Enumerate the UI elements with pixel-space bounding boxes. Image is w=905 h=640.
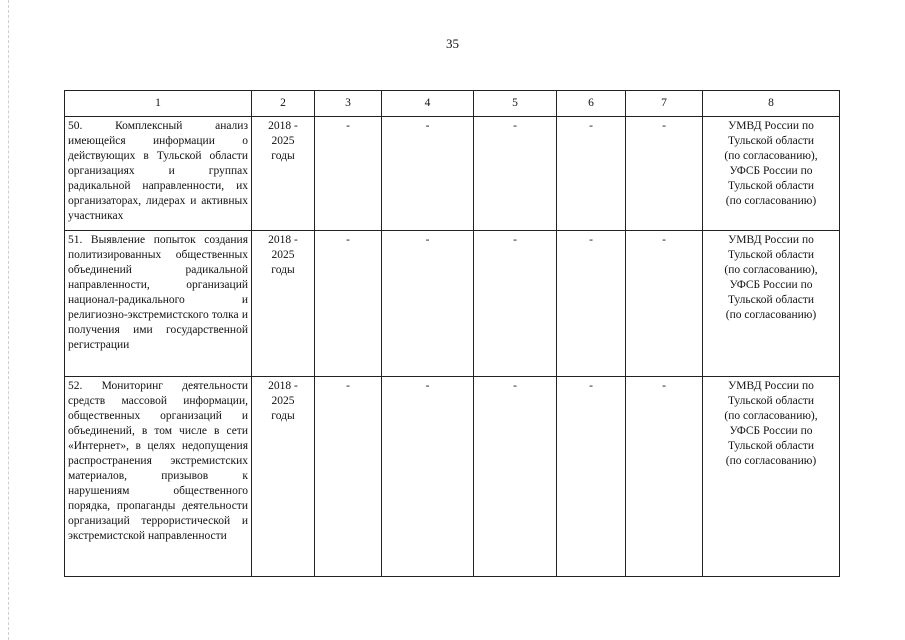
header-cell: 4 (382, 91, 474, 117)
responsible-line: УМВД России по (728, 234, 814, 246)
period-cell (252, 377, 315, 577)
page-number: 35 (446, 36, 459, 51)
period-cell (252, 117, 315, 231)
value-cell: - (626, 117, 703, 231)
value-cell: - (315, 117, 382, 231)
responsible-line: (по согласованию) (725, 309, 817, 321)
period-line: 2018 - (268, 120, 298, 132)
measure-description: 52. Мониторинг деятельности средств массовой информации, общественных организаций и объединений, в том числе в сети «Интернет», в целях недопущения распространения экстремистских материалов, призывов к нарушениям общественного порядка, пропаганды деятельности организаций террористической и экстремистской направленности (65, 377, 252, 577)
value-cell: - (626, 377, 703, 577)
value-cell: - (626, 231, 703, 377)
period-line: годы (271, 410, 295, 422)
responsible-line: (по согласованию), (724, 150, 818, 162)
responsible-line: (по согласованию), (724, 410, 818, 422)
value-cell: - (474, 231, 557, 377)
table-header-row (65, 91, 840, 117)
value-cell: - (557, 231, 626, 377)
responsible-line: Тульской области (727, 294, 814, 306)
responsible-line: Тульской области (727, 249, 814, 261)
period-line: 2018 - (268, 380, 298, 392)
value-cell: - (557, 117, 626, 231)
measures-table (64, 90, 840, 577)
value-cell: - (382, 231, 474, 377)
measure-description: 50. Комплексный анализ имеющейся информации о действующих в Тульской области организациях и группах радикальной направленности, их организаторах, лидерах и активных участниках (65, 117, 252, 231)
responsible-line: УФСБ России по (729, 279, 813, 291)
value-cell: - (474, 377, 557, 577)
scan-edge-line (8, 0, 9, 640)
header-cell: 3 (315, 91, 382, 117)
value-cell: - (474, 117, 557, 231)
header-cell: 2 (252, 91, 315, 117)
value-cell: - (382, 117, 474, 231)
responsible-cell (703, 377, 840, 577)
period-line: 2018 - (268, 234, 298, 246)
period-cell (252, 231, 315, 377)
period-line: годы (271, 150, 295, 162)
period-line: 2025 (271, 395, 295, 407)
period-line: 2025 (271, 135, 295, 147)
header-cell: 5 (474, 91, 557, 117)
measure-description: 51. Выявление попыток создания политизированных общественных объединений радикальной направленности, организаций национал-радикального и религиозно-экстремистского толка и получения ими государственной регистрации (65, 231, 252, 377)
responsible-line: Тульской области (727, 395, 814, 407)
responsible-cell (703, 117, 840, 231)
responsible-cell (703, 231, 840, 377)
table-row (65, 231, 840, 377)
value-cell: - (315, 231, 382, 377)
value-cell: - (382, 377, 474, 577)
responsible-line: Тульской области (727, 135, 814, 147)
value-cell: - (315, 377, 382, 577)
value-cell: - (557, 377, 626, 577)
period-line: 2025 (271, 249, 295, 261)
header-cell: 7 (626, 91, 703, 117)
responsible-line: Тульской области (727, 440, 814, 452)
responsible-line: (по согласованию), (724, 264, 818, 276)
header-cell: 1 (65, 91, 252, 117)
responsible-line: (по согласованию) (725, 455, 817, 467)
responsible-line: УФСБ России по (729, 165, 813, 177)
period-line: годы (271, 264, 295, 276)
responsible-line: УМВД России по (728, 380, 814, 392)
responsible-line: УМВД России по (728, 120, 814, 132)
responsible-line: УФСБ России по (729, 425, 813, 437)
responsible-line: Тульской области (727, 180, 814, 192)
header-cell: 6 (557, 91, 626, 117)
table-row (65, 377, 840, 577)
table-row (65, 117, 840, 231)
responsible-line: (по согласованию) (725, 195, 817, 207)
header-cell: 8 (703, 91, 840, 117)
